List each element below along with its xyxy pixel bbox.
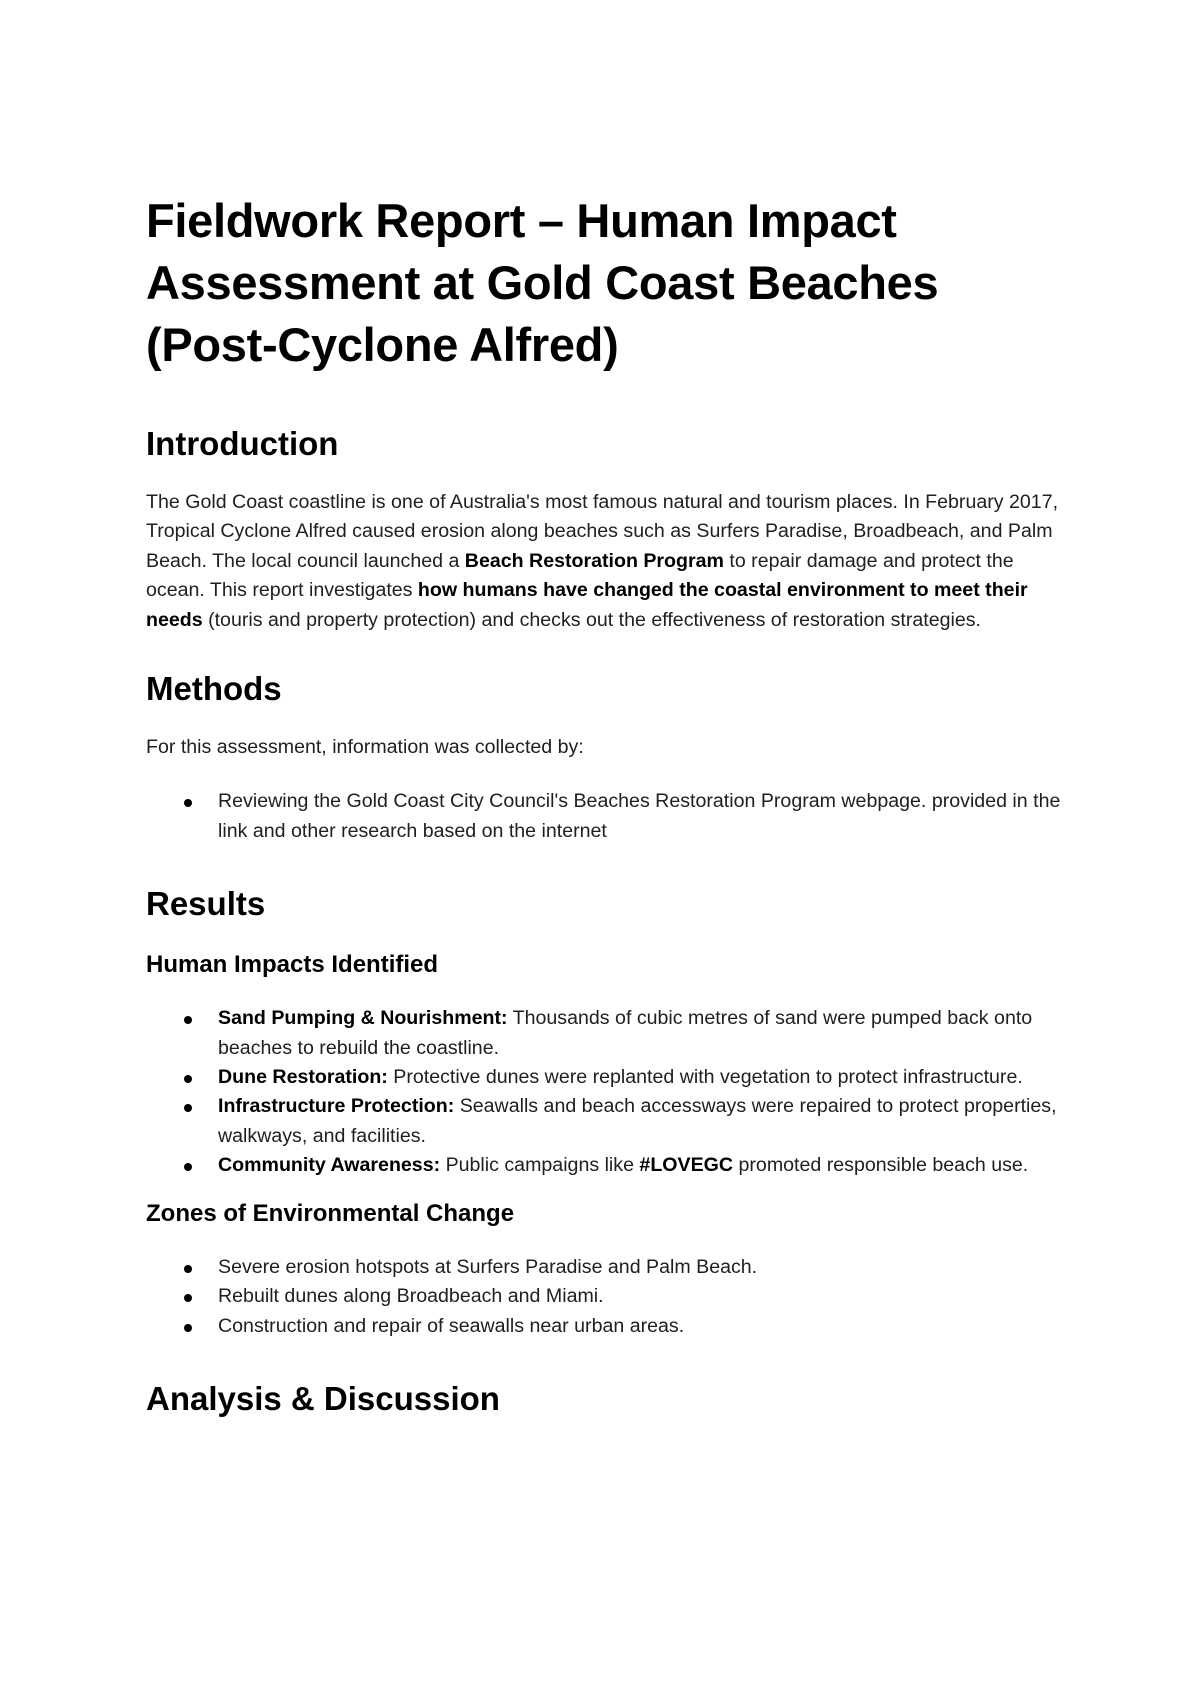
list-item-label: Community Awareness: (218, 1154, 441, 1177)
list-item (146, 1151, 1066, 1180)
introduction-paragraph (146, 488, 1066, 635)
results-heading: Results (146, 885, 266, 923)
list-item-text: Severe erosion hotspots at Surfers Paradise and Palm Beach. (218, 1255, 758, 1278)
list-item (146, 1282, 1066, 1311)
list-item (146, 787, 1066, 846)
methods-list (146, 787, 1066, 846)
introduction-heading: Introduction (146, 425, 339, 462)
list-item (146, 1004, 1066, 1063)
list-item (146, 1063, 1066, 1092)
bullet-icon (184, 799, 192, 807)
list-item (146, 1253, 1066, 1282)
list-item-text: Seawalls and beach accessways were repaired to protect properties, walkways, and facilities. (218, 1095, 1057, 1147)
list-item-label: Dune Restoration: (218, 1066, 388, 1089)
list-item-text: Protective dunes were replanted with vegetation to protect infrastructure. (387, 1066, 1023, 1089)
list-item (146, 1092, 1066, 1151)
intro-text-1: The Gold Coast coastline is one of Australia's most famous natural and tourism places. In February 2017, Tropical Cyclone Alfred caused erosion along beaches such as Surfers Paradise, Broadbeach, and Palm Beach. The local council launched a (146, 491, 1059, 572)
list-item-text: promoted responsible beach use. (733, 1154, 1029, 1177)
bullet-icon (184, 1104, 192, 1112)
bullet-icon (184, 1324, 192, 1332)
list-item-text: Thousands of cubic metres of sand were pumped back onto beaches to rebuild the coastline. (218, 1007, 1033, 1059)
methods-intro: For this assessment, information was collected by: (146, 736, 584, 759)
intro-text-2: to repair damage and protect the ocean. This report investigates (146, 549, 1014, 602)
impacts-heading: Human Impacts Identified (146, 951, 439, 979)
bullet-icon (184, 1016, 192, 1024)
intro-bold-1: Beach Restoration Program (464, 549, 724, 572)
list-item-text: Public campaigns like (440, 1154, 640, 1177)
list-item-text: Rebuilt dunes along Broadbeach and Miami. (218, 1285, 604, 1308)
list-item-text: Reviewing the Gold Coast City Council's Beaches Restoration Program webpage. provided in the link and other research based on the internet (218, 790, 1061, 842)
bullet-icon (184, 1075, 192, 1083)
list-item-label: Sand Pumping & Nourishment: (218, 1007, 508, 1030)
list-item-label: Infrastructure Protection: (218, 1095, 455, 1118)
zones-heading: Zones of Environmental Change (146, 1199, 515, 1227)
intro-bold-2: how humans have changed the coastal environment to meet their needs (146, 579, 1028, 631)
analysis-heading: Analysis & Discussion (146, 1379, 500, 1417)
list-item (146, 1312, 1066, 1341)
bullet-icon (184, 1294, 192, 1302)
intro-text-3: (touris and property protection) and checks out the effectiveness of restoration strategies. (202, 608, 982, 631)
list-item-text: Construction and repair of seawalls near urban areas. (218, 1314, 685, 1337)
impacts-list (146, 1004, 1066, 1180)
zones-list (146, 1253, 1066, 1341)
document-page (146, 190, 1066, 1419)
methods-heading: Methods (146, 670, 282, 708)
bullet-icon (184, 1265, 192, 1273)
hashtag: #LOVEGC (639, 1154, 734, 1177)
page-title: Fieldwork Report – Human Impact Assessment at Gold Coast Beaches (Post-Cyclone Alfred) (146, 194, 939, 371)
bullet-icon (184, 1163, 192, 1171)
